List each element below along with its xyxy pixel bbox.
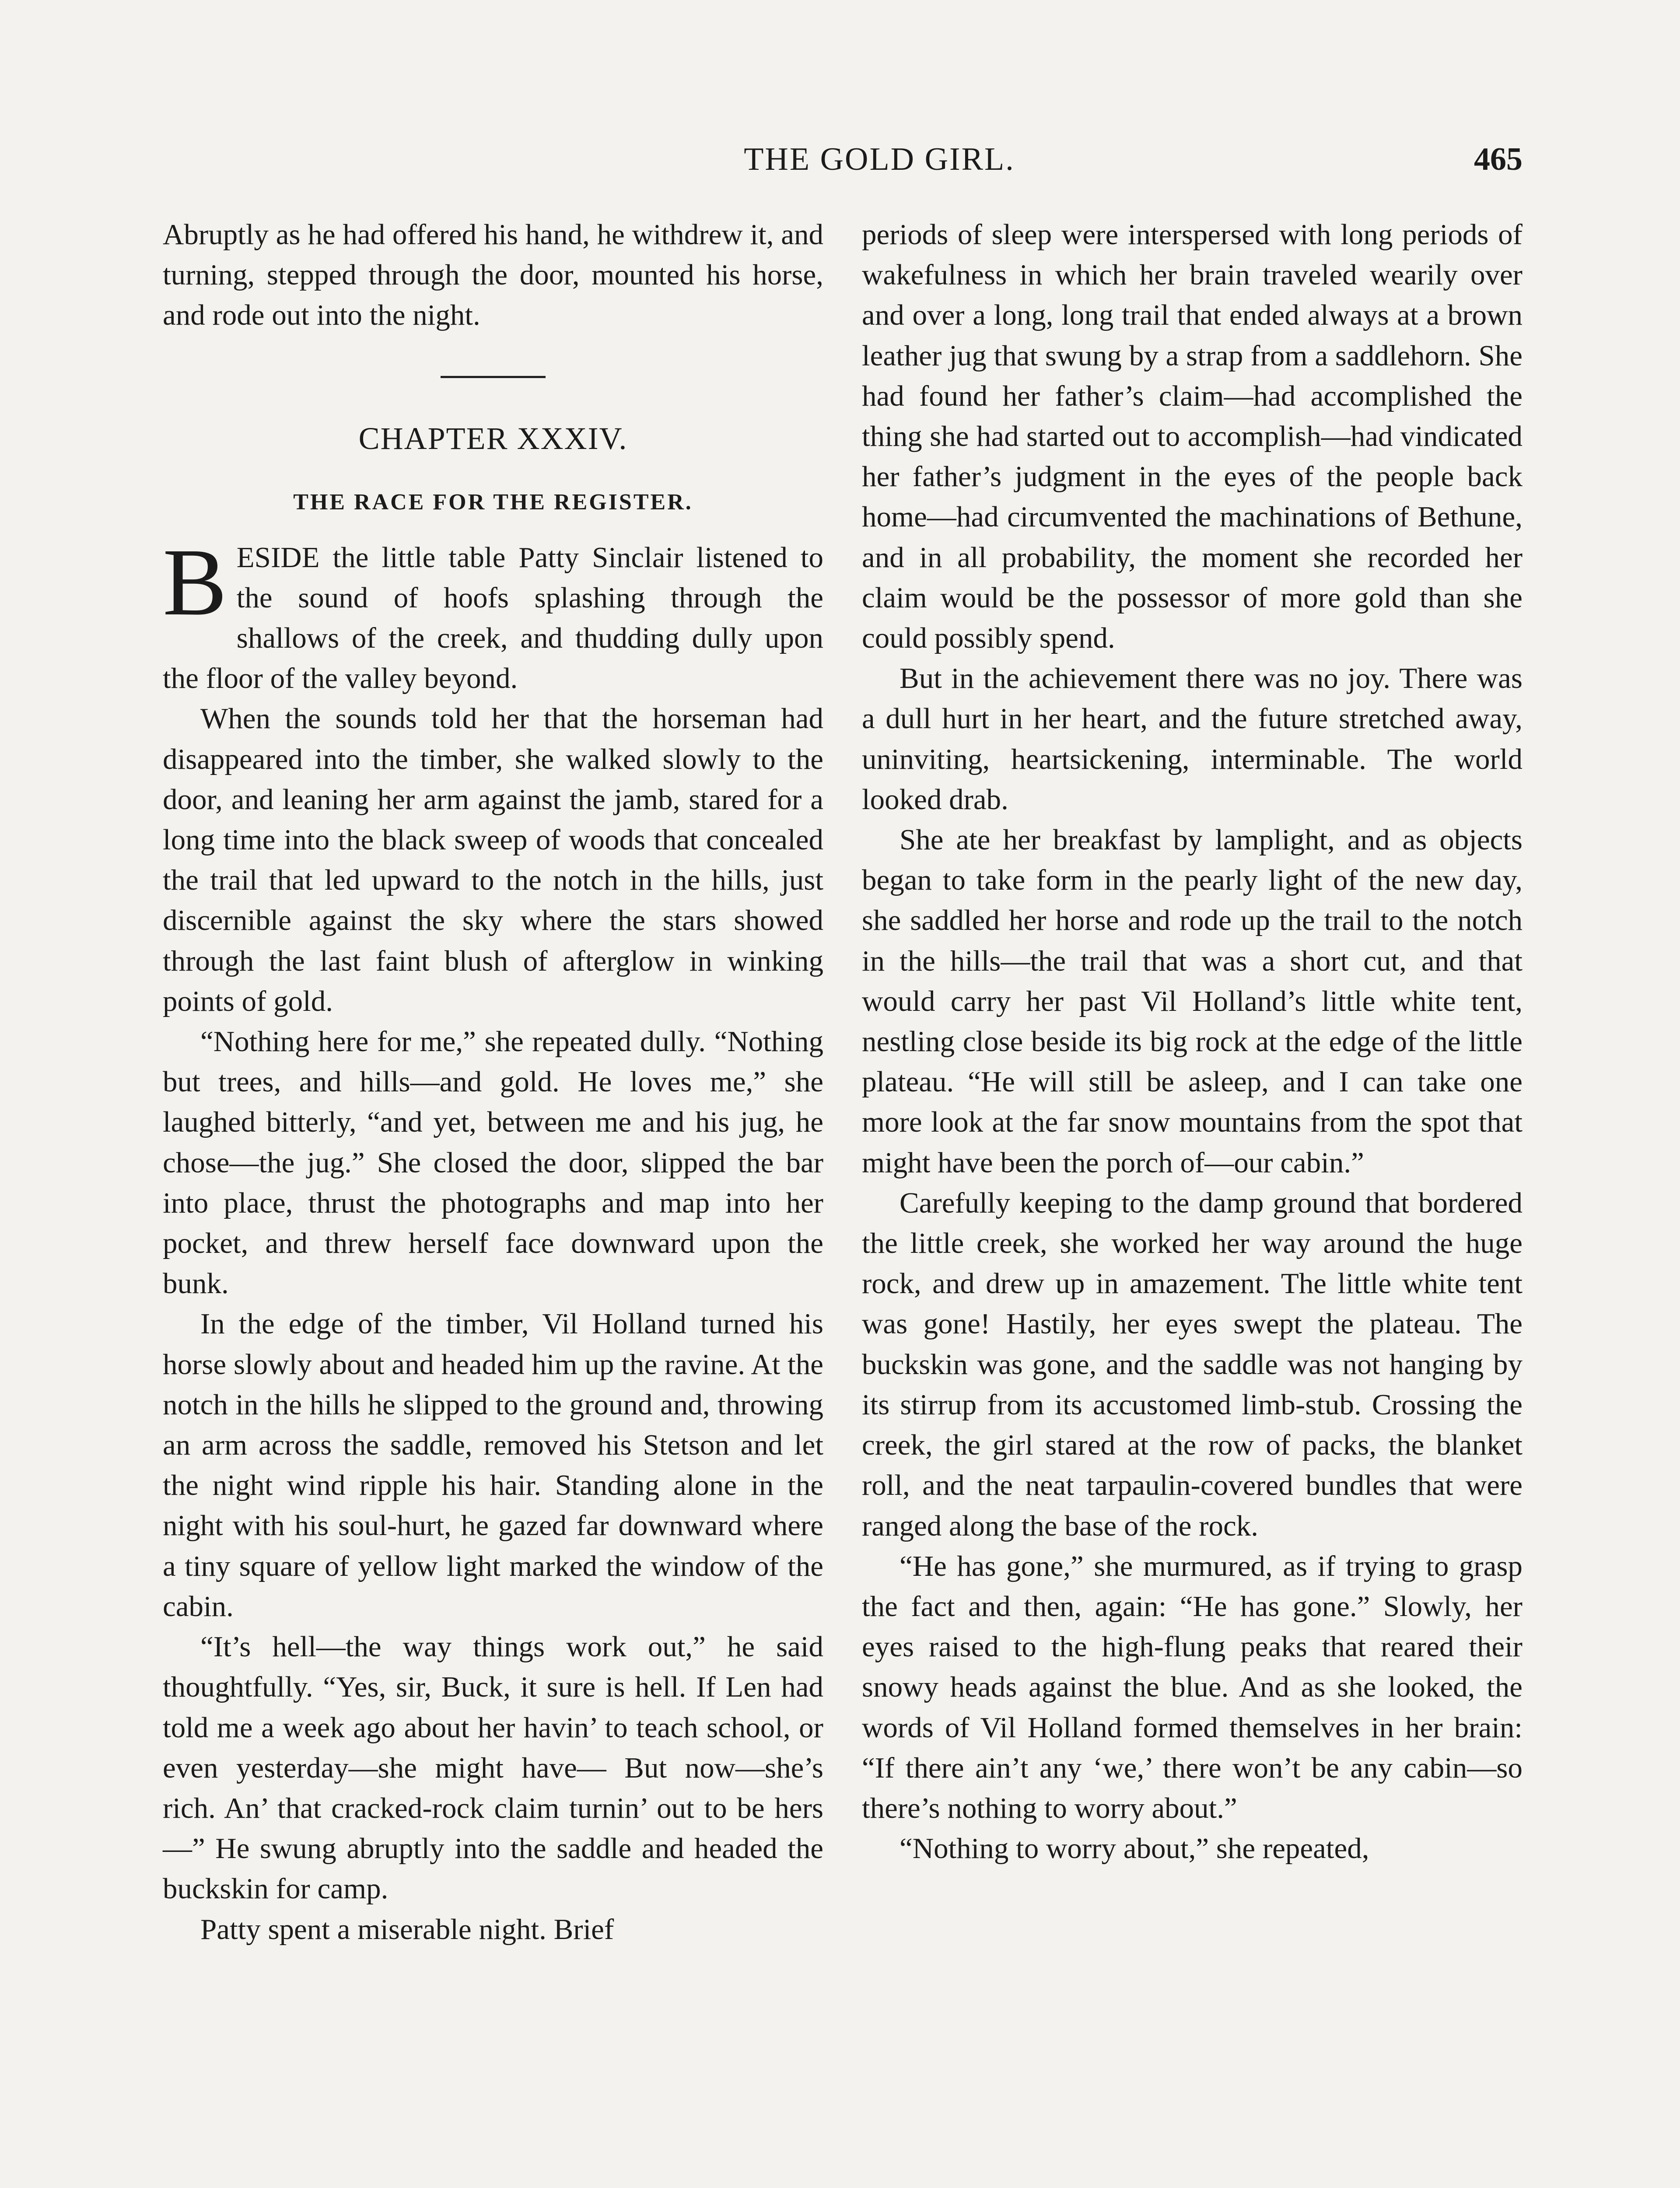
drop-cap: B <box>163 528 227 635</box>
paragraph: But in the achievement there was no joy. There was a dull hurt in her heart, and the future stretched away, uninviting, heartsickening, interminable. The world looked drab. <box>862 662 1522 816</box>
paragraph <box>163 528 823 699</box>
page-number: 465 <box>1474 141 1522 177</box>
paragraph-text: ESIDE the little table Patty Sinclair listened to the sound of hoofs splashing through the shallows of the creek, and thudding dully upon the floor of the valley beyond. <box>163 541 823 695</box>
paragraph: In the edge of the timber, Vil Holland turned his horse slowly about and headed him up the ravine. At the notch in the hills he slipped to the ground and, throwing an arm across the saddle, removed his Stetson and let the night wind ripple his hair. Standing alone in the night with his soul-hurt, he gazed far downward where a tiny square of yellow light marked the window of the cabin. <box>163 1308 823 1623</box>
paragraph: She ate her breakfast by lamplight, and as objects began to take form in the pearly light of the new day, she saddled her horse and rode up the trail to the notch in the hills—the trail that was a short cut, and that would carry her past Vil Holland’s little white tent, nestling close beside its big rock at the edge of the little plateau. “He will still be asleep, and I can take one more look at the far snow mountains from the spot that might have been the porch of—our cabin.” <box>862 824 1522 1179</box>
paragraph: “Nothing to worry about,” she repeated, <box>900 1832 1369 1865</box>
left-column <box>163 214 823 1950</box>
chapter-title: CHAPTER XXXIV. <box>358 421 628 456</box>
paragraph: “He has gone,” she murmured, as if trying to grasp the fact and then, again: “He has gone.” Slowly, her eyes raised to the high-flung peaks that reared their snowy heads against the blue. And as she looked, the words of Vil Holland formed themselves in her brain: “If there ain’t any ‘we,’ there won’t be any cabin—so there’s nothing to worry about.” <box>862 1550 1522 1824</box>
paragraph: “It’s hell—the way things work out,” he said thoughtfully. “Yes, sir, Buck, it sure is hell. If Len had told me a week ago about her havin’ to teach school, or even yesterday—she might have— But now—she’s rich. An’ that cracked-rock claim turnin’ out to be hers—” He swung abruptly into the saddle and headed the buckskin for camp. <box>163 1630 823 1905</box>
paragraph: When the sounds told her that the horseman had disappeared into the timber, she walked slowly to the door, and leaning her arm against the jamb, stared for a long time into the black sweep of woods that concealed the trail that led upward to the notch in the hills, just discernible against the sky where the stars showed through the last faint blush of afterglow in winking points of gold. <box>163 702 823 1017</box>
running-title: THE GOLD GIRL. <box>744 141 1015 177</box>
section-divider <box>441 376 546 378</box>
paragraph: Abruptly as he had offered his hand, he withdrew it, and turning, stepped through the door, mounted his horse, and rode out into the night. <box>163 218 823 332</box>
paragraph: Carefully keeping to the damp ground that bordered the little creek, she worked her way around the huge rock, and drew up in amazement. The little white tent was gone! Hastily, her eyes swept the plateau. The buckskin was gone, and the saddle was not hanging by its stirrup from its accustomed limb-stub. Crossing the creek, the girl stared at the row of packs, the blanket roll, and the neat tarpaulin-covered bundles that were ranged along the base of the rock. <box>862 1186 1522 1542</box>
paragraph: “Nothing here for me,” she repeated dully. “Nothing but trees, and hills—and gold. He loves me,” she laughed bitterly, “and yet, between me and his jug, he chose—the jug.” She closed the door, slipped the bar into place, thrust the photographs and map into her pocket, and threw herself face downward upon the bunk. <box>163 1025 823 1300</box>
paragraph: periods of sleep were interspersed with long periods of wakefulness in which her brain traveled wearily over and over a long, long trail that ended always at a brown leather jug that swung by a strap from a saddlehorn. She had found her father’s claim—had accomplished the thing she had started out to accomplish—had vindicated her father’s judgment in the eyes of the people back home—had circumvented the machinations of Bethune, and in all probability, the moment she recorded her claim would be the possessor of more gold than she could possibly spend. <box>862 218 1522 655</box>
chapter-subtitle: THE RACE FOR THE REGISTER. <box>293 489 693 515</box>
paragraph: Patty spent a miserable night. Brief <box>200 1913 614 1946</box>
right-column <box>862 214 1522 1869</box>
